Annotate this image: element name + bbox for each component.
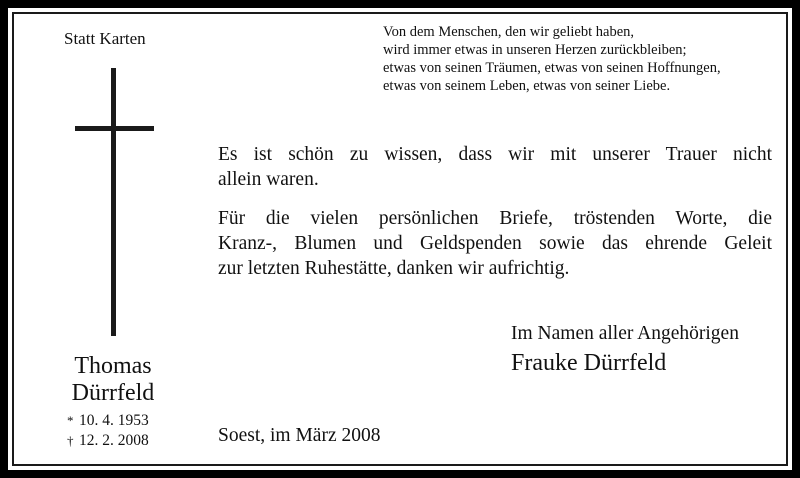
verse-line: etwas von seinen Träumen, etwas von seinen Hoffnungen, <box>383 60 721 76</box>
paragraph-2-line: Für die vielen persönlichen Briefe, tröstenden Worte, die <box>218 208 772 229</box>
verse-quote <box>383 23 721 95</box>
birth-star-icon: * <box>67 413 74 428</box>
verse-line: wird immer etwas in unseren Herzen zurückbleiben; <box>383 42 687 58</box>
cross-horizontal-bar <box>75 126 154 131</box>
death-dagger-icon: † <box>67 433 74 448</box>
life-dates <box>67 411 149 451</box>
paragraph-2-line: zur letzten Ruhestätte, danken wir aufrichtig. <box>218 258 570 279</box>
death-date: 12. 2. 2008 <box>79 432 149 449</box>
message-body <box>218 142 772 281</box>
header-statt-karten: Statt Karten <box>64 29 146 48</box>
paragraph-2-line: Kranz-, Blumen und Geldspenden sowie das ehrende Geleit <box>218 233 772 254</box>
place-and-date: Soest, im März 2008 <box>218 425 381 446</box>
signature-name: Frauke Dürrfeld <box>511 350 667 376</box>
deceased-first-name: Thomas <box>74 353 152 379</box>
cross-vertical-bar <box>111 68 116 336</box>
obituary-card <box>8 8 792 470</box>
verse-line: etwas von seinem Leben, etwas von seiner Liebe. <box>383 78 671 94</box>
birth-row <box>67 411 149 431</box>
death-row <box>67 431 149 451</box>
birth-date: 10. 4. 1953 <box>79 412 149 429</box>
signature-label: Im Namen aller Angehörigen <box>511 323 739 344</box>
verse-line: Von dem Menschen, den wir geliebt haben, <box>383 24 635 40</box>
paragraph-1-line: allein waren. <box>218 169 319 190</box>
deceased-last-name: Dürrfeld <box>71 380 155 406</box>
paragraph-1-line: Es ist schön zu wissen, dass wir mit unserer Trauer nicht <box>218 144 772 165</box>
